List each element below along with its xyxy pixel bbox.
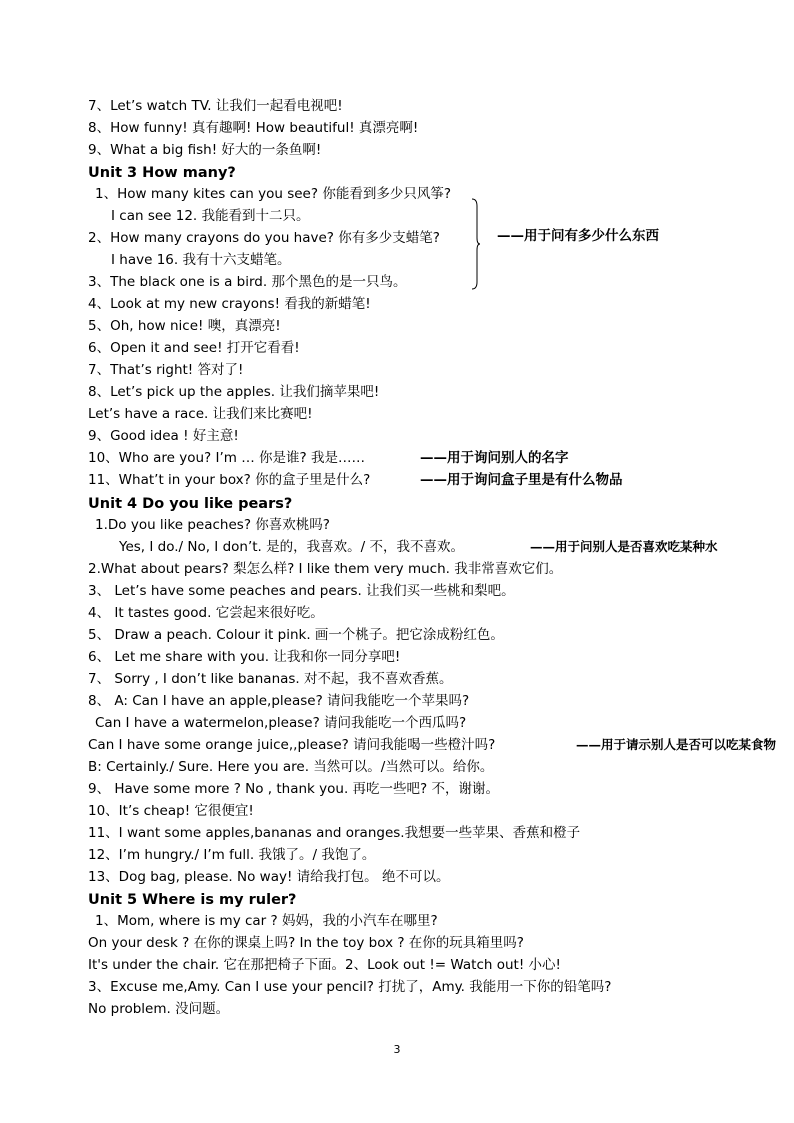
text-line: 11、I want some apples,bananas and oranges.我想要一些苹果、香蕉和橙子 xyxy=(88,825,581,841)
text-line: 8、 A: Can I have an apple,please? 请问我能吃一个苹果吗? xyxy=(88,693,470,709)
text-line: Yes, I do./ No, I don’t. 是的，我喜欢。/ 不，我不喜欢。 xyxy=(119,539,464,555)
text-line: 4、Look at my new crayons! 看我的新蜡笔! xyxy=(88,296,371,312)
text-line: I have 16. 我有十六支蜡笔。 xyxy=(111,252,291,268)
text-line: 8、Let’s pick up the apples. 让我们摘苹果吧! xyxy=(88,384,380,400)
text-line: 4、 It tastes good. 它尝起来很好吃。 xyxy=(88,605,324,621)
text-line: 11、What’t in your box? 你的盒子里是什么? xyxy=(88,472,371,488)
text-line: 5、 Draw a peach. Colour it pink. 画一个桃子。把它涂成粉红色。 xyxy=(88,627,504,643)
text-line: 3、Excuse me,Amy. Can I use your pencil? 打扰了，Amy. 我能用一下你的铅笔吗? xyxy=(88,979,612,995)
text-line: No problem. 没问题。 xyxy=(88,1001,230,1017)
text-line: 1、How many kites can you see? 你能看到多少只风筝? xyxy=(95,186,451,202)
unit-4-heading: Unit 4 Do you like pears? xyxy=(88,496,293,512)
text-line: 6、 Let me share with you. 让我和你一同分享吧! xyxy=(88,649,401,665)
annotation-like: ——用于问别人是否喜欢吃某种水 xyxy=(530,539,718,554)
text-line: 9、 Have some more ? No , thank you. 再吃一些吧? 不，谢谢。 xyxy=(88,781,500,797)
text-line: Let’s have a race. 让我们来比赛吧! xyxy=(88,406,313,422)
text-line: 8、How funny! 真有趣啊! How beautiful! 真漂亮啊! xyxy=(88,120,419,136)
text-line: 9、Good idea ! 好主意! xyxy=(88,428,239,444)
text-line: Can I have some orange juice,,please? 请问我能喝一些橙汁吗? xyxy=(88,737,496,753)
annotation-name: ——用于询问别人的名字 xyxy=(420,450,569,466)
text-line: 1.Do you like peaches? 你喜欢桃吗? xyxy=(95,517,330,533)
bracket-line xyxy=(470,198,480,290)
text-line: It's under the chair. 它在那把椅子下面。2、Look out != Watch out! 小心! xyxy=(88,957,561,973)
text-line: 2、How many crayons do you have? 你有多少支蜡笔? xyxy=(88,230,440,246)
text-line: 5、Oh, how nice! 噢，真漂亮! xyxy=(88,318,281,334)
text-line: 10、It’s cheap! 它很便宜! xyxy=(88,803,254,819)
text-line: 3、The black one is a bird. 那个黑色的是一只鸟。 xyxy=(88,274,407,290)
annotation-can-have: ——用于请示别人是否可以吃某食物 xyxy=(576,737,777,752)
text-line: On your desk ? 在你的课桌上吗? In the toy box ? 在你的玩具箱里吗? xyxy=(88,935,524,951)
text-line: 10、Who are you? I’m … 你是谁? 我是…… xyxy=(88,450,365,466)
annotation-box: ——用于询问盒子里是有什么物品 xyxy=(420,472,623,488)
text-line: B: Certainly./ Sure. Here you are. 当然可以。/当然可以。给你。 xyxy=(88,759,494,775)
unit-3-heading: Unit 3 How many? xyxy=(88,165,236,181)
text-line: 3、 Let’s have some peaches and pears. 让我们买一些桃和梨吧。 xyxy=(88,583,515,599)
annotation-how-many: ——用于问有多少什么东西 xyxy=(497,228,659,244)
text-line: Can I have a watermelon,please? 请问我能吃一个西瓜吗? xyxy=(95,715,467,731)
text-line: I can see 12. 我能看到十二只。 xyxy=(111,208,310,224)
text-line: 13、Dog bag, please. No way! 请给我打包。 绝不可以。 xyxy=(88,869,450,885)
text-line: 1、Mom, where is my car ? 妈妈，我的小汽车在哪里? xyxy=(95,913,438,929)
text-line: 12、I’m hungry./ I’m full. 我饿了。/ 我饱了。 xyxy=(88,847,376,863)
text-line: 2.What about pears? 梨怎么样? I like them very much. 我非常喜欢它们。 xyxy=(88,561,563,577)
text-line: 7、That’s right! 答对了! xyxy=(88,362,244,378)
text-line: 7、Let’s watch TV. 让我们一起看电视吧! xyxy=(88,98,343,114)
text-line: 9、What a big fish! 好大的一条鱼啊! xyxy=(88,142,322,158)
page-number: 3 xyxy=(393,1043,401,1056)
unit-5-heading: Unit 5 Where is my ruler? xyxy=(88,892,297,908)
text-line: 7、 Sorry , I don’t like bananas. 对不起，我不喜欢香蕉。 xyxy=(88,671,453,687)
text-line: 6、Open it and see! 打开它看看! xyxy=(88,340,300,356)
